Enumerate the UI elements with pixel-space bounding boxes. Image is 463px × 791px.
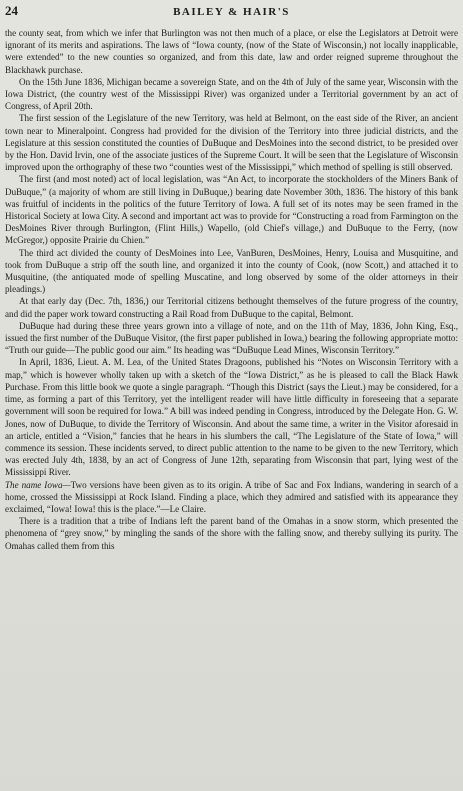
paragraph-4: The first (and most noted) act of local legislation, was “An Act, to incorporate the stockholders of the Miners Bank of DuBuque,” (a majority of whom are still living in DuBuque,) bearing date November 30th, 1836. The history of this bank was fruitful of incidents in the politics of the future Territory of Iowa. A full set of its notes may be seen framed in the Historical Society at Iowa City. A second and important act was to provide for “Constructing a road from Farmington on the DesMoines River through Burlington, (Flint Hills,) Wapello, (old Chief's village,) and DuBuque to the Ferry, (now McGregor,) opposite Prairie du Chien.” — [5, 174, 458, 246]
paragraph-1: the county seat, from which we infer that Burlington was not then much of a place, or else the Legislators at Detroit were ignorant of its merits and aspirations. The laws of “Iowa county, (now of the State of Wisconsin,) not locally inapplicable, were extended” to the new counties so organized, and from this date, law and order reigned supreme throughout the Blackhawk purchase. — [5, 28, 458, 75]
page-number: 24 — [5, 3, 18, 18]
page-header — [5, 3, 458, 23]
body-text — [5, 27, 458, 552]
paragraph-9-text: Two versions have been given as to its origin. A tribe of Sac and Fox Indians, wandering in search of a home, crossed the Mississippi at Rock Island. Finding a place, which they admired and satisfied with its appearance they exclaimed, “Iowa! Iowa! this is the place.”—Le Claire. — [5, 479, 458, 514]
paragraph-6: At that early day (Dec. 7th, 1836,) our Territorial citizens bethought themselves of the future progress of the country, and did the paper work toward constructing a Rail Road from DuBuque to the capital, Belmont. — [5, 296, 458, 319]
running-head: BAILEY & HAIR'S — [173, 6, 290, 18]
paragraph-7: DuBuque had during these three years grown into a village of note, and on the 11th of May, 1836, John King, Esq., issued the first number of the DuBuque Visitor, (the first paper published in Iowa,) bearing the following appropriate motto: “Truth our guide—The public good our aim.” Its heading was “DuBuque Lead Mines, Wisconsin Territory.” — [5, 320, 458, 356]
paragraph-8: In April, 1836, Lieut. A. M. Lea, of the United States Dragoons, published his “Notes on Wisconsin Territory with a map,” which is however wholly taken up with a sketch of the “Iowa District,” as he is pleased to call the Black Hawk Purchase. From this little book we quote a single paragraph. “Though this District (says the Lieut.) may be considered, for a time, as forming a part of this Territory, yet the intelligent reader will have little difficulty in foreseeing that a separate government will soon be required for Iowa.” A bill was indeed pending in Congress, introduced by the Delegate Hon. G. W. Jones, now of DuBuque, to divide the Territory of Wisconsin. And about the same time, a writer in the Visitor aforesaid in an article, entitled a “Vision,” fancies that he hears in his slumbers the call, “The Legislature of the State of Iowa,” will commence its session. These incidents served, to direct public attention to the name to be given to the new Territory, which was erected July 4th, 1838, by an act of Congress of June 12th, separating from Wisconsin that part, lying west of the Mississippi River. — [5, 357, 458, 478]
paragraph-3: The first session of the Legislature of the new Territory, was held at Belmont, on the east side of the River, an ancient town near to Mineralpoint. Congress had provided for the division of the Territory into three judicial districts, and the Legislature at this session constituted the counties of DuBuque and DesMoines into the second district, to be presided over by the Hon. David Irvin, one of the associate justices of the Supreme Court. It will be seen that the Legislature of Wisconsin improved upon the orthography of these two “counties west of the Mississippi,” which method of spelling is still observed. — [5, 113, 458, 173]
paragraph-2: On the 15th June 1836, Michigan became a sovereign State, and on the 4th of July of the same year, Wisconsin with the Iowa District, (the country west of the Mississippi River) was organized under a Territorial government by an act of Congress, of April 20th. — [5, 76, 458, 112]
paragraph-10: There is a tradition that a tribe of Indians left the parent band of the Omahas in a snow storm, which presented the phenomena of “grey snow,” by mingling the sands of the shore with the falling snow, and thereby sullying its purity. The Omahas called them from this — [5, 516, 458, 551]
paragraph-9 — [5, 479, 458, 516]
paragraph-5: The third act divided the county of DesMoines into Lee, VanBuren, DesMoines, Henry, Louisa and Musquitine, and took from DuBuque a strip off the south line, and organized it into the county of Cook, (now Scott,) and attached it to Musquitine, (the antiquated mode of spelling Muscatine, and long observed by some of the older attorneys in their pleadings.) — [5, 247, 458, 295]
section-heading: The name Iowa— — [5, 479, 71, 490]
